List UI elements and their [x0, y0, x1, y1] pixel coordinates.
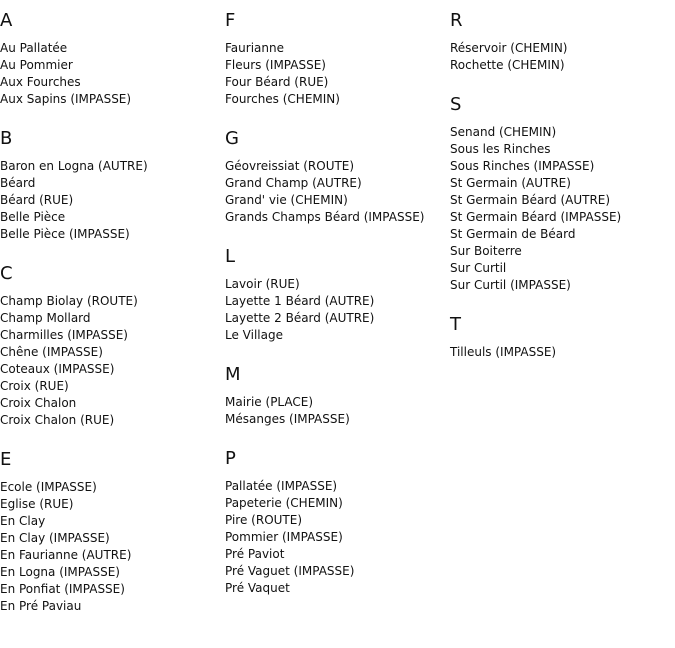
street-link[interactable]: Belle Pièce (IMPASSE) — [0, 227, 130, 241]
street-link[interactable]: St Germain (AUTRE) — [450, 176, 571, 190]
letter-heading: L — [225, 246, 236, 267]
street-link[interactable]: Fleurs (IMPASSE) — [225, 58, 326, 72]
street-list — [225, 158, 445, 226]
street-link[interactable]: En Logna (IMPASSE) — [0, 565, 120, 579]
street-link[interactable]: Lavoir (RUE) — [225, 277, 300, 291]
street-list — [225, 40, 445, 108]
street-link[interactable]: Pallatée (IMPASSE) — [225, 479, 338, 493]
street-list — [225, 394, 445, 428]
letter-heading: R — [450, 10, 463, 31]
letter-heading: E — [0, 449, 12, 470]
letter-group — [225, 448, 445, 597]
street-list — [225, 276, 445, 344]
street-link[interactable]: St Germain Béard (IMPASSE) — [450, 210, 622, 224]
street-link[interactable]: Sous Rinches (IMPASSE) — [450, 159, 595, 173]
letter-heading: M — [225, 364, 241, 385]
letter-heading: C — [0, 263, 13, 284]
street-list — [0, 158, 220, 243]
street-link[interactable]: Pré Vaquet — [225, 581, 290, 595]
letter-group — [0, 449, 220, 615]
street-link[interactable]: Croix (RUE) — [0, 379, 69, 393]
letter-heading: T — [450, 314, 461, 335]
street-link[interactable]: Béard (RUE) — [0, 193, 74, 207]
street-link[interactable]: Aux Sapins (IMPASSE) — [0, 92, 132, 106]
street-list — [0, 479, 220, 615]
letter-group — [225, 364, 445, 428]
street-link[interactable]: Baron en Logna (AUTRE) — [0, 159, 148, 173]
street-link[interactable]: Réservoir (CHEMIN) — [450, 41, 568, 55]
letter-group — [450, 94, 670, 294]
street-link[interactable]: Senand (CHEMIN) — [450, 125, 557, 139]
street-link[interactable]: Fourches (CHEMIN) — [225, 92, 340, 106]
street-link[interactable]: En Pré Paviau — [0, 599, 82, 613]
street-link[interactable]: Pré Paviot — [225, 547, 285, 561]
street-link[interactable]: Sur Curtil (IMPASSE) — [450, 278, 571, 292]
street-link[interactable]: Mairie (PLACE) — [225, 395, 314, 409]
street-link[interactable]: Chêne (IMPASSE) — [0, 345, 103, 359]
letter-group — [225, 128, 445, 226]
street-link[interactable]: Faurianne — [225, 41, 284, 55]
letter-group — [450, 314, 670, 361]
street-list — [0, 40, 220, 108]
street-link[interactable]: Four Béard (RUE) — [225, 75, 329, 89]
street-link[interactable]: Sur Curtil — [450, 261, 507, 275]
letter-group — [225, 10, 445, 108]
street-link[interactable]: Papeterie (CHEMIN) — [225, 496, 343, 510]
street-list — [450, 124, 670, 294]
street-link[interactable]: Sur Boiterre — [450, 244, 522, 258]
letter-heading: A — [0, 10, 13, 31]
street-link[interactable]: Le Village — [225, 328, 283, 342]
street-link[interactable]: Mésanges (IMPASSE) — [225, 412, 350, 426]
street-list — [450, 40, 670, 74]
street-link[interactable]: Géovreissiat (ROUTE) — [225, 159, 355, 173]
street-link[interactable]: Charmilles (IMPASSE) — [0, 328, 128, 342]
letter-heading: S — [450, 94, 462, 115]
street-link[interactable]: En Clay — [0, 514, 46, 528]
street-list — [450, 344, 670, 361]
street-list — [0, 293, 220, 429]
letter-heading: G — [225, 128, 239, 149]
letter-group — [225, 246, 445, 344]
street-link[interactable]: Croix Chalon (RUE) — [0, 413, 115, 427]
street-link[interactable]: Coteaux (IMPASSE) — [0, 362, 115, 376]
letter-heading: F — [225, 10, 236, 31]
street-link[interactable]: Layette 1 Béard (AUTRE) — [225, 294, 375, 308]
street-link[interactable]: Grands Champs Béard (IMPASSE) — [225, 210, 425, 224]
street-link[interactable]: St Germain de Béard — [450, 227, 576, 241]
letter-group — [0, 128, 220, 243]
letter-heading: B — [0, 128, 13, 149]
street-link[interactable]: Ecole (IMPASSE) — [0, 480, 97, 494]
street-link[interactable]: Au Pommier — [0, 58, 73, 72]
street-link[interactable]: En Clay (IMPASSE) — [0, 531, 110, 545]
street-link[interactable]: En Faurianne (AUTRE) — [0, 548, 132, 562]
street-link[interactable]: Au Pallatée — [0, 41, 68, 55]
street-link[interactable]: Pire (ROUTE) — [225, 513, 303, 527]
street-list — [225, 478, 445, 597]
street-link[interactable]: Aux Fourches — [0, 75, 81, 89]
street-link[interactable]: Pré Vaguet (IMPASSE) — [225, 564, 355, 578]
street-link[interactable]: En Ponfiat (IMPASSE) — [0, 582, 125, 596]
street-link[interactable]: Béard — [0, 176, 36, 190]
street-link[interactable]: Grand Champ (AUTRE) — [225, 176, 362, 190]
street-link[interactable]: Layette 2 Béard (AUTRE) — [225, 311, 375, 325]
street-link[interactable]: Sous les Rinches — [450, 142, 551, 156]
index-column — [450, 10, 670, 381]
letter-heading: P — [225, 448, 236, 469]
index-column — [0, 10, 220, 635]
letter-group — [0, 263, 220, 429]
street-link[interactable]: Rochette (CHEMIN) — [450, 58, 565, 72]
street-link[interactable]: Eglise (RUE) — [0, 497, 74, 511]
street-link[interactable]: Champ Biolay (ROUTE) — [0, 294, 138, 308]
street-link[interactable]: Champ Mollard — [0, 311, 91, 325]
street-link[interactable]: Pommier (IMPASSE) — [225, 530, 343, 544]
letter-group — [450, 10, 670, 74]
letter-group — [0, 10, 220, 108]
street-link[interactable]: Grand' vie (CHEMIN) — [225, 193, 348, 207]
street-link[interactable]: Belle Pièce — [0, 210, 66, 224]
street-link[interactable]: St Germain Béard (AUTRE) — [450, 193, 611, 207]
index-column — [225, 10, 445, 617]
street-link[interactable]: Tilleuls (IMPASSE) — [450, 345, 557, 359]
street-link[interactable]: Croix Chalon — [0, 396, 77, 410]
